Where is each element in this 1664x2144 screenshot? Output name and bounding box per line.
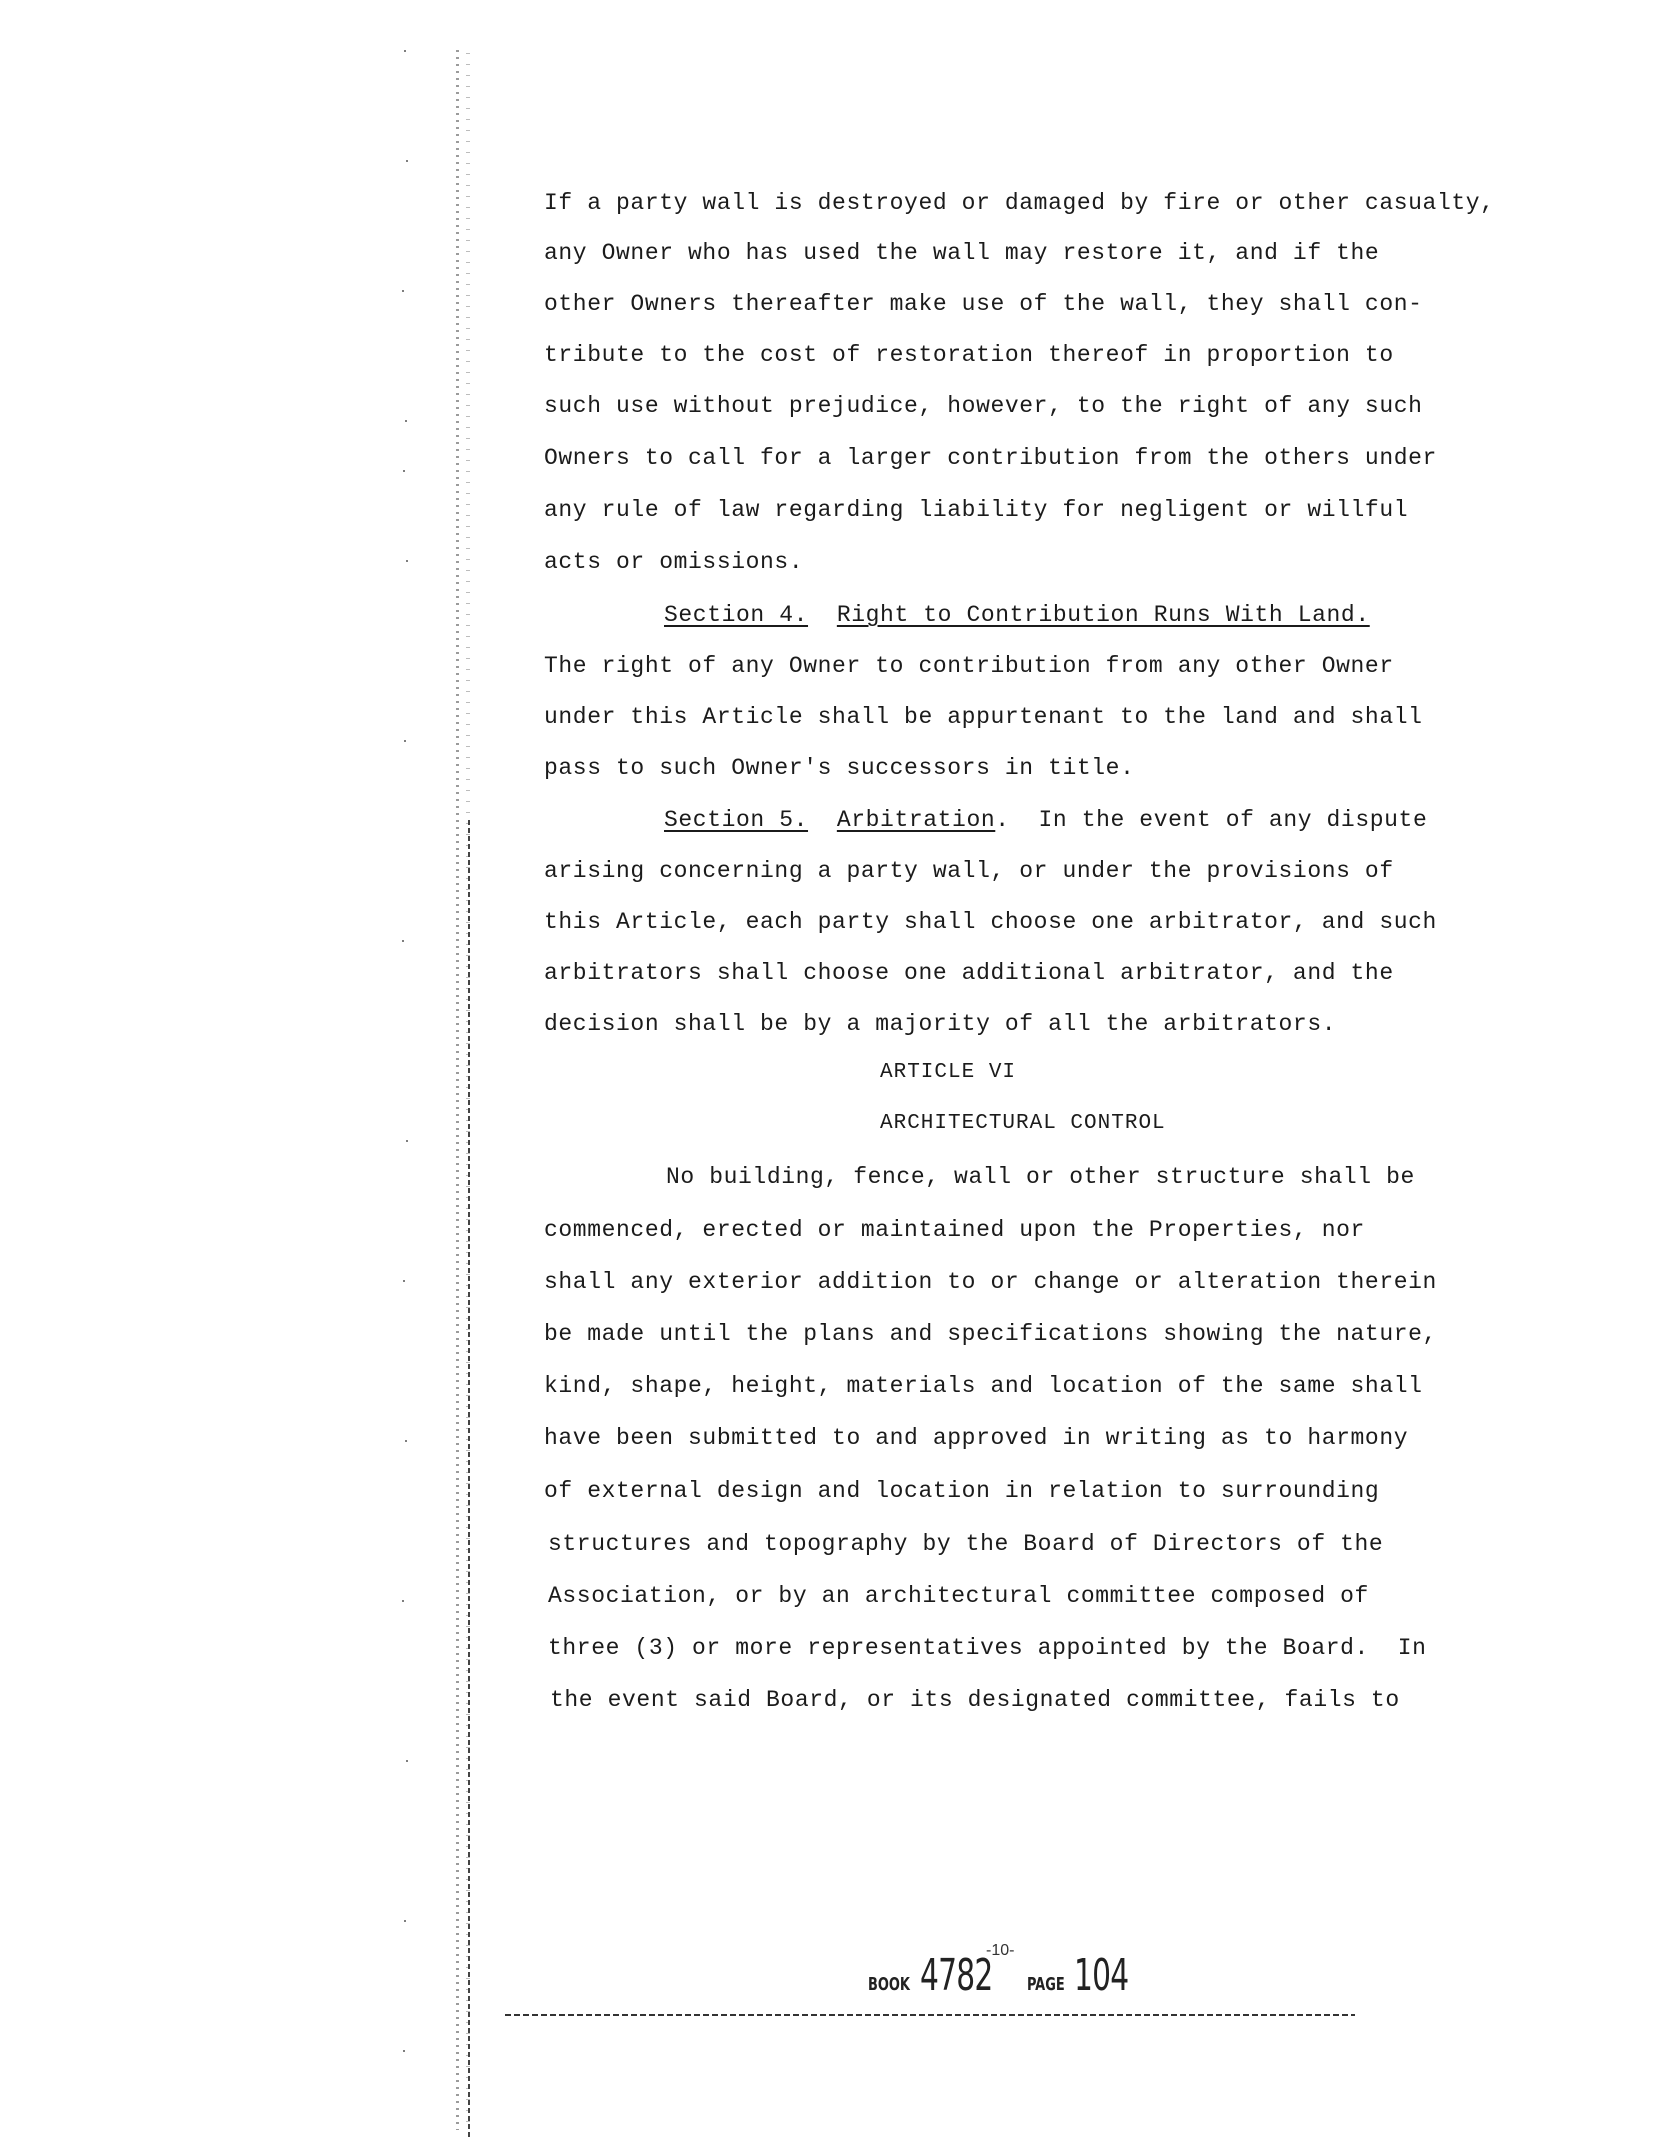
book-page-stamp — [868, 1950, 1147, 2001]
article-title: ARCHITECTURAL CONTROL — [880, 1112, 1166, 1135]
binding-margin-speckle — [448, 50, 478, 2130]
body-line: kind, shape, height, materials and location of the same shall — [544, 1373, 1423, 1399]
body-line: shall any exterior addition to or change or alteration therein — [544, 1269, 1437, 1295]
body-line: structures and topography by the Board of Directors of the — [548, 1531, 1384, 1557]
body-line: The right of any Owner to contribution from any other Owner — [544, 653, 1394, 679]
section-5-first-line: . In the event of any dispute — [995, 807, 1428, 833]
section-4-heading — [664, 600, 1370, 630]
body-line: this Article, each party shall choose one arbitrator, and such — [544, 909, 1437, 935]
body-line: acts or omissions. — [544, 549, 804, 575]
book-number: 4782 — [920, 1950, 993, 2001]
body-line: have been submitted to and approved in writing as to harmony — [544, 1425, 1409, 1451]
body-line: three (3) or more representatives appointed by the Board. In — [548, 1635, 1427, 1661]
page-number: -10- — [986, 1942, 1015, 1959]
body-line: No building, fence, wall or other structure shall be — [666, 1164, 1415, 1190]
body-line: decision shall be by a majority of all the arbitrators. — [544, 1011, 1337, 1037]
section-4-label: Section 4. — [664, 602, 809, 628]
body-line: pass to such Owner's successors in title. — [544, 755, 1135, 781]
body-line: other Owners thereafter make use of the wall, they shall con- — [544, 291, 1423, 317]
margin-scan-dots — [400, 40, 430, 2140]
body-line: such use without prejudice, however, to the right of any such — [544, 393, 1423, 419]
binding-margin-line — [468, 820, 470, 2140]
body-line: arbitrators shall choose one additional arbitrator, and the — [544, 960, 1394, 986]
body-line: tribute to the cost of restoration thereof in proportion to — [544, 342, 1394, 368]
body-line: If a party wall is destroyed or damaged by fire or other casualty, — [544, 190, 1495, 216]
section-4-title: Right to Contribution Runs With Land. — [836, 602, 1370, 628]
body-line: Owners to call for a larger contribution from the others under — [544, 445, 1437, 471]
body-line: arising concerning a party wall, or under the provisions of — [544, 858, 1394, 884]
page-value: 104 — [1074, 1950, 1129, 2001]
body-line: Association, or by an architectural committee composed of — [548, 1583, 1369, 1609]
body-line: any rule of law regarding liability for negligent or willful — [544, 497, 1409, 523]
bottom-rule — [505, 2014, 1355, 2016]
body-line: commenced, erected or maintained upon the Properties, nor — [544, 1217, 1365, 1243]
section-5-title: Arbitration — [836, 807, 996, 833]
body-line: the event said Board, or its designated committee, fails to — [550, 1687, 1400, 1713]
body-line: any Owner who has used the wall may restore it, and if the — [544, 240, 1380, 266]
section-5-label: Section 5. — [664, 807, 809, 833]
article-number: ARTICLE VI — [880, 1061, 1017, 1084]
section-5-heading — [664, 805, 1427, 835]
book-label: BOOK — [868, 1974, 910, 1995]
body-line: be made until the plans and specifications showing the nature, — [544, 1321, 1437, 1347]
page-label: PAGE — [1027, 1974, 1065, 1995]
body-line: under this Article shall be appurtenant to the land and shall — [544, 704, 1423, 730]
body-line: of external design and location in relation to surrounding — [544, 1478, 1380, 1504]
